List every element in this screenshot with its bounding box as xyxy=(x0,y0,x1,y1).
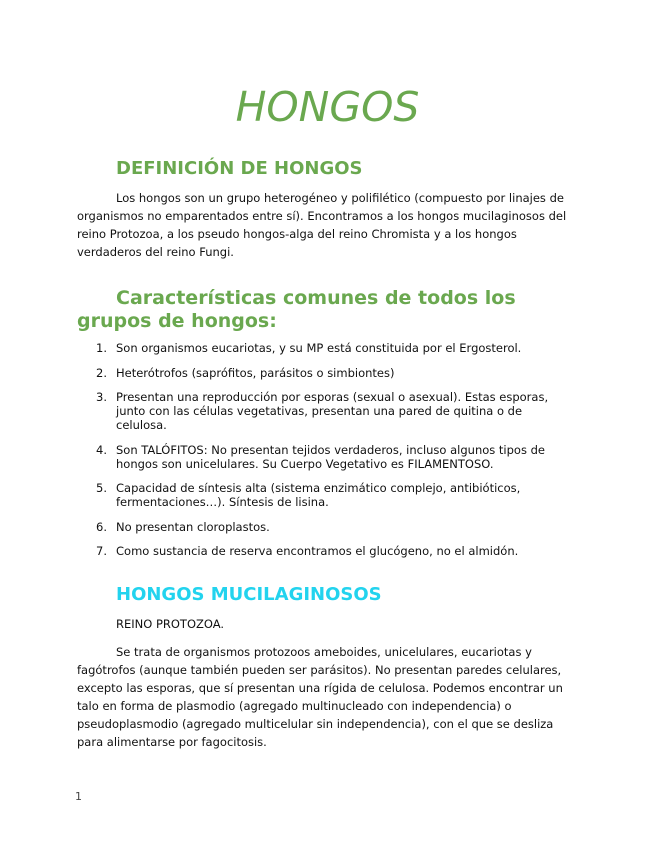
caracteristicas-heading: Características comunes de todos los grupos de hongos: xyxy=(77,287,516,332)
list-item-number: 6. xyxy=(96,519,107,534)
list-item-text: Son TALÓFITOS: No presentan tejidos verdaderos, incluso algunos tipos de hongos son unicelulares. Su Cuerpo Vegetativo es FILAMENTOSO. xyxy=(116,442,545,471)
page-number: 1 xyxy=(75,790,82,803)
list-item xyxy=(77,341,567,355)
list-item xyxy=(77,366,567,380)
list-item xyxy=(77,544,567,558)
list-item-number: 1. xyxy=(96,341,107,355)
list-item-number: 2. xyxy=(96,365,107,380)
list-item-number: 7. xyxy=(96,544,107,558)
list-item-number: 5. xyxy=(96,481,107,495)
mucilaginosos-paragraph: Se trata de organismos protozoos ameboides, unicelulares, eucariotas y fagótrofos (aunque también pueden ser parásitos). No presentan paredes celulares, excepto las esporas, que sí presentan una rígida de celulosa. Podemos encontrar un talo en forma de plasmodio (agregado multinucleado con independencia) o pseudoplasmodio (agregado multicelular sin independencia), con el que se desliza para alimentarse por fagocitosis. xyxy=(77,645,563,749)
reino-label: REINO PROTOZOA. xyxy=(116,617,225,631)
list-item-text: Capacidad de síntesis alta (sistema enzimático complejo, antibióticos, fermentaciones…). Síntesis de lisina. xyxy=(116,481,521,509)
list-item-text: No presentan cloroplastos. xyxy=(116,519,270,534)
list-item-number: 4. xyxy=(96,442,107,457)
list-item xyxy=(77,390,567,432)
caracteristicas-list xyxy=(77,341,567,569)
list-item-text: Como sustancia de reserva encontramos el glucógeno, no el almidón. xyxy=(116,544,519,558)
list-item xyxy=(77,520,567,534)
definicion-heading: DEFINICIÓN DE HONGOS xyxy=(116,158,363,179)
list-item xyxy=(77,443,567,471)
list-item-text: Heterótrofos (saprófitos, parásitos o simbiontes) xyxy=(116,365,395,380)
list-item-number: 3. xyxy=(96,390,107,404)
list-item-text: Presentan una reproducción por esporas (sexual o asexual). Estas esporas, junto con las células vegetativas, presentan una pared de quitina o de celulosa. xyxy=(116,390,549,432)
document-title: HONGOS xyxy=(235,83,420,131)
list-item-text: Son organismos eucariotas, y su MP está constituida por el Ergosterol. xyxy=(116,341,522,355)
definicion-paragraph: Los hongos son un grupo heterogéneo y polifilético (compuesto por linajes de organismos no emparentados entre sí). Encontramos a los hongos mucilaginosos del reino Protozoa, a los pseudo hongos-alga del reino Chromista y a los hongos verdaderos del reino Fungi. xyxy=(77,191,567,259)
list-item xyxy=(77,481,567,509)
mucilaginosos-heading: HONGOS MUCILAGINOSOS xyxy=(116,584,382,605)
